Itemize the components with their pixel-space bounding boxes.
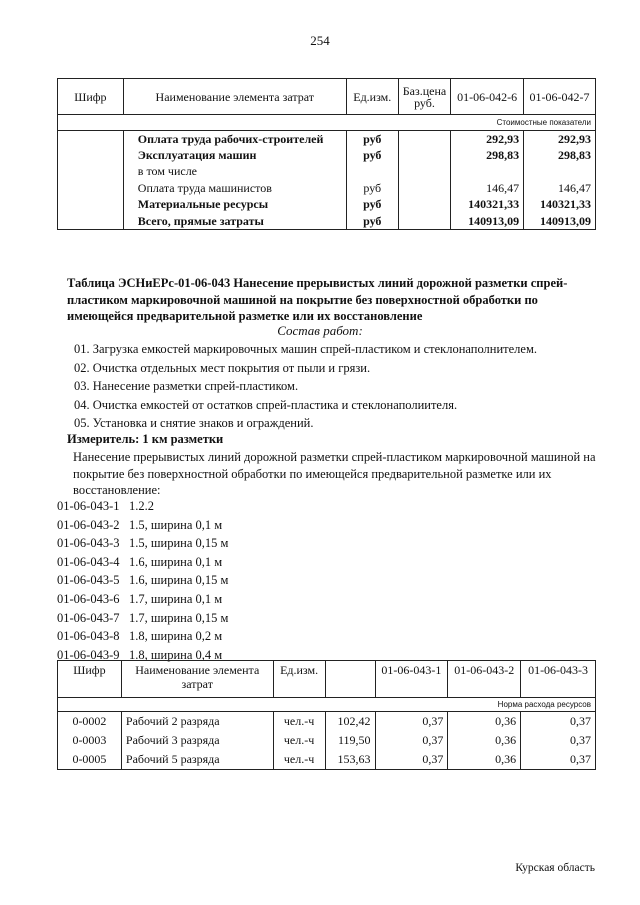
name-cell: Материальные ресурсы	[137, 197, 269, 212]
code-id: 01-06-043-5	[57, 573, 120, 588]
table-row	[58, 213, 596, 230]
price-cell: 153,63	[325, 750, 375, 770]
unit-cell: чел.-ч	[273, 731, 325, 750]
name-cell: в том числе	[137, 164, 198, 179]
table-row	[58, 147, 596, 163]
unit-cell: руб	[346, 213, 398, 230]
value-cell: 0,37	[521, 712, 596, 732]
value-cell: 0,36	[448, 712, 521, 732]
code-desc: 1.7, ширина 0,1 м	[129, 591, 223, 606]
work-list	[74, 340, 594, 433]
code-desc: 1.5, ширина 0,1 м	[129, 517, 223, 532]
price-cell	[398, 147, 450, 163]
code-cell: 0-0003	[58, 731, 122, 750]
code-list	[57, 497, 228, 664]
code-desc: 1.7, ширина 0,15 м	[129, 610, 229, 625]
unit-cell: руб	[346, 147, 398, 163]
work-item: 03. Нанесение разметки спрей-пластиком.	[74, 379, 299, 394]
code-cell	[58, 131, 124, 148]
unit-cell: чел.-ч	[273, 712, 325, 732]
value-cell: 140321,33	[451, 197, 524, 213]
cost-table	[57, 78, 596, 230]
header-cell: Шифр	[58, 661, 122, 698]
value-cell: 140913,09	[451, 213, 524, 230]
header-cell: 01-06-042-7	[524, 79, 596, 115]
code-desc: 1.5, ширина 0,15 м	[129, 536, 229, 551]
code-row	[57, 571, 228, 590]
subheader-cell: Стоимостные показатели	[58, 115, 596, 131]
code-cell	[58, 197, 124, 213]
code-row	[57, 627, 228, 646]
code-cell	[58, 164, 124, 180]
value-cell	[524, 164, 596, 180]
table-header-row	[58, 79, 596, 115]
value-cell	[451, 164, 524, 180]
code-desc: 1.8, ширина 0,4 м	[129, 647, 223, 662]
subheader-cell: Норма расхода ресурсов	[58, 698, 596, 712]
value-cell: 0,37	[521, 750, 596, 770]
unit-cell	[346, 164, 398, 180]
code-cell	[58, 180, 124, 196]
code-row	[57, 534, 228, 553]
value-cell: 298,83	[451, 147, 524, 163]
code-desc: 1.6, ширина 0,1 м	[129, 554, 223, 569]
code-row	[57, 590, 228, 609]
header-cell: 01-06-043-2	[448, 661, 521, 698]
value-cell: 0,36	[448, 731, 521, 750]
code-id: 01-06-043-7	[57, 610, 120, 625]
header-cell: 01-06-043-3	[521, 661, 596, 698]
footer-region: Курская область	[515, 862, 595, 874]
code-desc: 1.2.2	[129, 499, 154, 513]
table-subheader-row	[58, 115, 596, 131]
code-cell: 0-0005	[58, 750, 122, 770]
value-cell: 0,36	[448, 750, 521, 770]
value-cell: 0,37	[375, 731, 448, 750]
name-cell: Эксплуатация машин	[137, 148, 257, 163]
header-cell: Баз.цена руб.	[398, 79, 450, 115]
price-cell	[398, 164, 450, 180]
price-cell: 119,50	[325, 731, 375, 750]
unit-cell: руб	[346, 180, 398, 196]
code-cell	[58, 147, 124, 163]
resource-table	[57, 660, 596, 770]
price-cell	[398, 131, 450, 148]
value-cell: 0,37	[521, 731, 596, 750]
value-cell: 140913,09	[524, 213, 596, 230]
name-cell: Всего, прямые затраты	[123, 213, 346, 230]
unit-cell: руб	[346, 197, 398, 213]
name-cell: Рабочий 3 разряда	[121, 731, 273, 750]
page-number: 254	[310, 33, 330, 48]
code-row	[57, 516, 228, 535]
value-cell: 140321,33	[524, 197, 596, 213]
table-row	[58, 712, 596, 732]
composition-title: Состав работ:	[277, 323, 363, 338]
work-item: 05. Установка и снятие знаков и ограждений.	[74, 416, 314, 431]
name-cell: Оплата труда рабочих-строителей	[137, 131, 324, 146]
code-id: 01-06-043-1	[57, 499, 120, 513]
code-id: 01-06-043-6	[57, 591, 120, 606]
name-cell: Рабочий 5 разряда	[121, 750, 273, 770]
work-item: 02. Очистка отдельных мест покрытия от пыли и грязи.	[74, 360, 371, 375]
price-cell: 102,42	[325, 712, 375, 732]
code-id: 01-06-043-4	[57, 554, 120, 569]
code-id: 01-06-043-9	[57, 647, 120, 662]
code-desc: 1.8, ширина 0,2 м	[129, 629, 223, 644]
code-row	[57, 497, 228, 516]
header-cell: Ед.изм.	[346, 79, 398, 115]
code-id: 01-06-043-3	[57, 536, 120, 551]
value-cell: 146,47	[451, 180, 524, 196]
code-cell: 0-0002	[58, 712, 122, 732]
name-cell: Рабочий 2 разряда	[121, 712, 273, 732]
header-cell	[325, 661, 375, 698]
work-item: 01. Загрузка емкостей маркировочных машин спрей-пластиком и стеклонаполнителем.	[74, 342, 538, 356]
unit-cell: руб	[346, 131, 398, 148]
table-row	[58, 197, 596, 213]
table-row	[58, 131, 596, 148]
name-cell: Оплата труда машинистов	[137, 180, 272, 195]
table-row	[58, 164, 596, 180]
value-cell: 298,83	[524, 147, 596, 163]
header-cell: Ед.изм.	[273, 661, 325, 698]
measurer: Измеритель: 1 км разметки	[67, 432, 224, 446]
value-cell: 146,47	[524, 180, 596, 196]
price-cell	[398, 213, 450, 230]
header-cell: 01-06-043-1	[375, 661, 448, 698]
code-row	[57, 553, 228, 572]
price-cell	[398, 197, 450, 213]
value-cell: 0,37	[375, 750, 448, 770]
header-cell: 01-06-042-6	[451, 79, 524, 115]
table-row	[58, 731, 596, 750]
work-item: 04. Очистка емкостей от остатков спрей-пластика и стеклонаполиителя.	[74, 397, 458, 412]
price-cell	[398, 180, 450, 196]
code-cell	[58, 213, 124, 230]
table-subheader-row	[58, 698, 596, 712]
header-cell: Наименование элемента затрат	[121, 661, 273, 698]
description: Нанесение прерывистых линий дорожной разметки спрей-пластиком маркировочной машиной на покрытие без поверхностной обработки по имеющейся предварительной разметке или их восстановление:	[73, 450, 596, 497]
table-row	[58, 180, 596, 196]
value-cell: 292,93	[524, 131, 596, 148]
value-cell: 292,93	[451, 131, 524, 148]
header-cell: Шифр	[58, 79, 124, 115]
value-cell: 0,37	[375, 712, 448, 732]
section-heading: Таблица ЭСНиЕРс-01-06-043 Нанесение прерывистых линий дорожной разметки спрей-пластиком маркировочной машиной на покрытие без поверхностной обработки по имеющейся предварительной разметке или их восстановление	[67, 276, 568, 323]
code-id: 01-06-043-8	[57, 629, 120, 644]
table-header-row	[58, 661, 596, 698]
code-row	[57, 609, 228, 628]
header-cell: Наименование элемента затрат	[123, 79, 346, 115]
code-id: 01-06-043-2	[57, 517, 120, 532]
code-desc: 1.6, ширина 0,15 м	[129, 573, 229, 588]
table-row	[58, 750, 596, 770]
unit-cell: чел.-ч	[273, 750, 325, 770]
